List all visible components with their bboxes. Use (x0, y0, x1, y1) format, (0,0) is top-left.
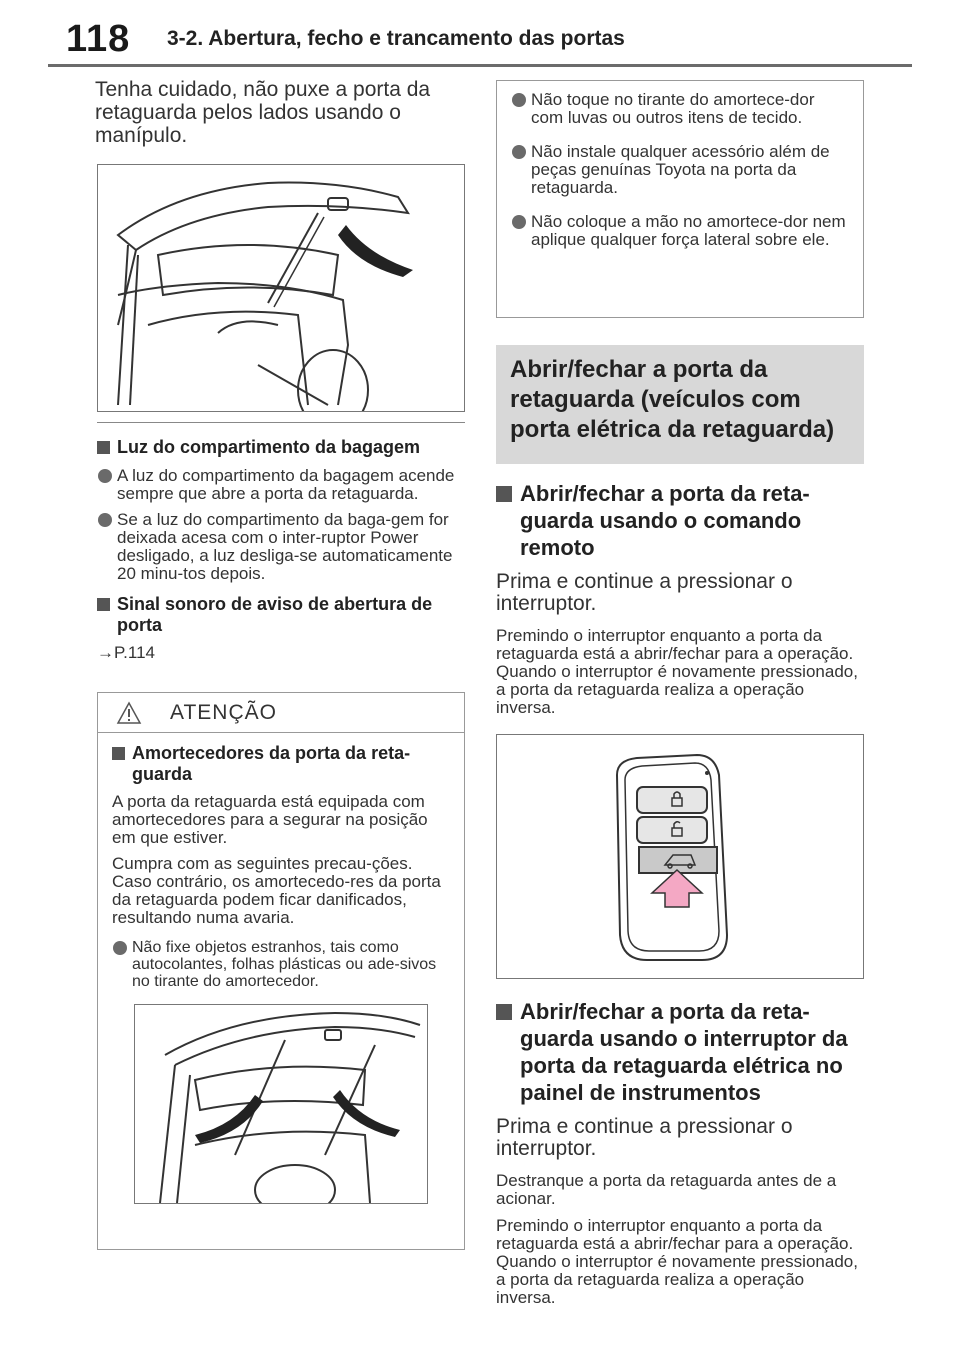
page-number: 118 (66, 18, 131, 60)
right-column (496, 80, 864, 1307)
remote-key-illustration (496, 734, 864, 979)
panel-instruction: Prima e continue a pressionar o interruptor. (496, 1115, 793, 1160)
panel-heading: Abrir/fechar a porta da reta-guarda usando o interruptor da porta da retaguarda elétrica no painel de instrumentos (496, 998, 864, 1106)
warning-bullet: Não fixe objetos estranhos, tais como autocolantes, folhas plásticas ou ade-sivos no tirante do amortecedor. (112, 939, 450, 990)
intro-text: Tenha cuidado, não puxe a porta da retaguarda pelos lados usando o manípulo. (95, 78, 431, 147)
damper-drawing (135, 1005, 427, 1203)
square-bullet-icon (496, 1004, 512, 1020)
round-bullet-icon (512, 215, 526, 229)
luz-bullet-2: Se a luz do compartimento da baga-gem for deixada acesa com o inter-ruptor Power desligado, a luz desliga-se automaticamente 20 minu-tos depois. (97, 511, 465, 583)
left-column (97, 78, 465, 1250)
luz-bullet-1: A luz do compartimento da bagagem acende sempre que abre a porta da retaguarda. (97, 467, 465, 503)
round-bullet-icon (98, 513, 112, 527)
damper-illustration (134, 1004, 428, 1204)
luz-heading: Luz do compartimento da bagagem (97, 437, 465, 458)
remote-key-drawing (497, 735, 863, 978)
warning-triangle-icon (116, 701, 142, 725)
sinal-heading: Sinal sonoro de aviso de abertura de porta (97, 594, 465, 636)
warning-heading: Amortecedores da porta da reta-guarda (112, 743, 450, 785)
section-title: 3-2. Abertura, fecho e trancamento das portas (167, 27, 625, 50)
section-divider (97, 422, 465, 423)
panel-note: Destranque a porta da retaguarda antes de a acionar. (496, 1171, 837, 1208)
header-divider (48, 64, 912, 67)
round-bullet-icon (512, 145, 526, 159)
warning-box (97, 692, 465, 1250)
warning-box-continued (496, 80, 864, 318)
press-arrow-icon (652, 870, 702, 907)
remote-heading: Abrir/fechar a porta da reta-guarda usando o comando remoto (496, 480, 864, 561)
warning-title: ATENÇÃO (170, 701, 277, 724)
square-bullet-icon (496, 486, 512, 502)
warning-body (98, 733, 464, 1204)
warning-bullet-continued-2: Não instale qualquer acessório além de peças genuínas Toyota na porta da retaguarda. (511, 143, 849, 197)
round-bullet-icon (98, 469, 112, 483)
warning-bullet-continued-1: Não toque no tirante do amortece-dor com luvas ou outros itens de tecido. (511, 91, 849, 127)
remote-detail: Premindo o interruptor enquanto a porta da retaguarda está a abrir/fechar para a operação. Quando o interruptor é novamente pressionado, a porta da retaguarda realiza a operação inversa. (496, 626, 858, 717)
page-reference: →P.114 (97, 643, 155, 662)
warning-bullet-continued-3: Não coloque a mão no amortece-dor nem aplique qualquer força lateral sobre ele. (511, 213, 849, 249)
round-bullet-icon (512, 93, 526, 107)
square-bullet-icon (97, 441, 110, 454)
remote-instruction: Prima e continue a pressionar o interruptor. (496, 570, 793, 615)
section-banner: Abrir/fechar a porta da retaguarda (veículos com porta elétrica da retaguarda) (496, 345, 864, 464)
tailgate-open-illustration (97, 164, 465, 412)
panel-detail: Premindo o interruptor enquanto a porta da retaguarda está a abrir/fechar para a operação. Quando o interruptor é novamente pressionado, a porta da retaguarda realiza a operação inversa. (496, 1216, 858, 1307)
page-header (0, 0, 960, 70)
warning-title-bar (98, 693, 464, 733)
warning-paragraph-1: A porta da retaguarda está equipada com amortecedores para a segurar na posição em que estiver. (112, 792, 428, 847)
warning-paragraph-2: Cumpra com as seguintes precau-ções. Caso contrário, os amortecedo-res da porta da retaguarda podem ficar danificados, resultando numa avaria. (112, 854, 441, 927)
square-bullet-icon (97, 598, 110, 611)
tailgate-drawing (98, 165, 464, 411)
round-bullet-icon (113, 941, 127, 955)
square-bullet-icon (112, 747, 125, 760)
